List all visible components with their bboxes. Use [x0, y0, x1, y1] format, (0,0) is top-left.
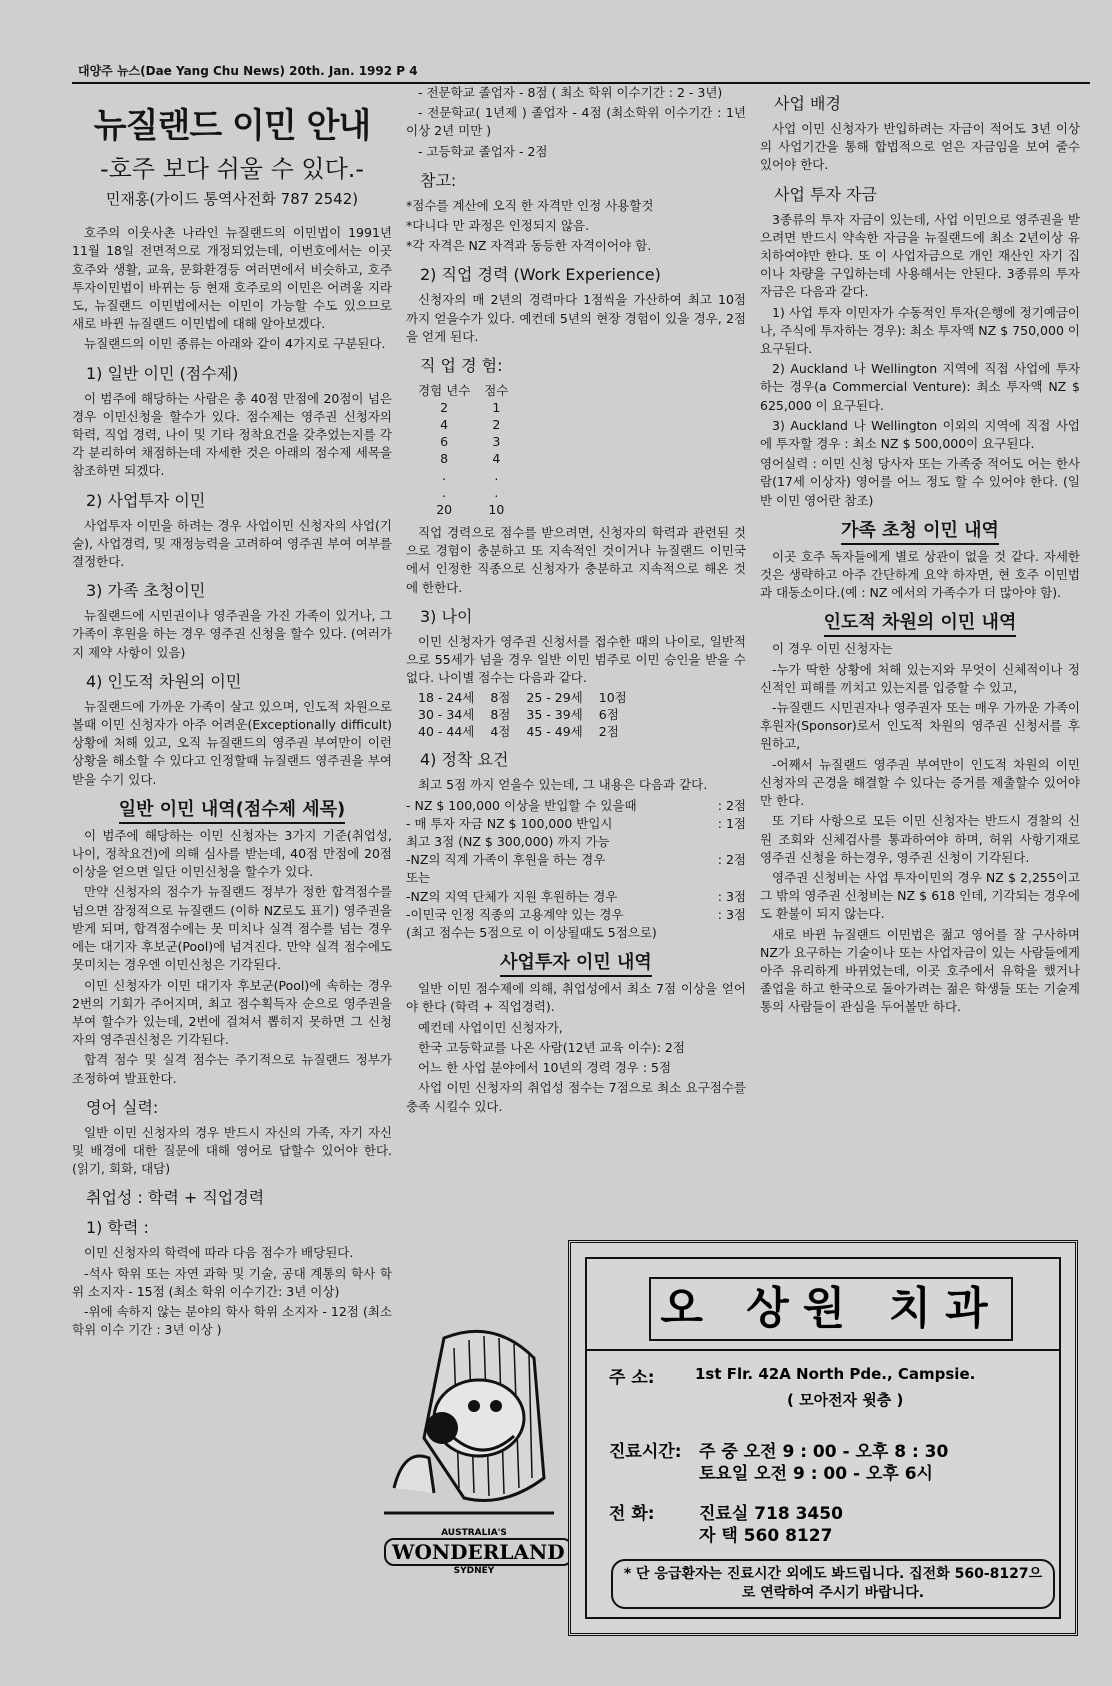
item-points: : 2점: [717, 797, 746, 813]
phone-clinic: 진료실 718 3450: [699, 1504, 843, 1524]
hours-saturday: 토요일 오전 9 : 00 - 오후 6시: [699, 1464, 933, 1484]
table-cell: 6: [440, 434, 449, 450]
table-cell: 40 - 44세: [418, 724, 475, 740]
wonderland-logo: [384, 1528, 564, 1576]
paragraph: 최고 5점 까지 얻을수 있는데, 그 내용은 다음과 같다.: [418, 777, 708, 793]
paragraph: 새로 바뀐 뉴질랜드 이민법은 젊고 영어를 잘 구사하며 NZ가 요구하는 기술이나 또는 사업자금이 있는 사람들에게 아주 유리하게 바뀌었는데, 이곳 호주에서 유학을 했거나 졸업을 하고 한국으로 돌아가려는 젊은 학생들 또는 기술계통의 사람들이 관심을 두어볼만 하다.: [760, 926, 1080, 1015]
paragraph: 만약 신청자의 점수가 뉴질랜드 정부가 정한 합격점수를 넘으면 잠정적으로 뉴질랜드 (이하 NZ로도 표기) 영주권을 받게 되며, 합격점수에는 못 미치나 실격 점수를 넘는 경우에는 대기자 후보군(Pool)에 넘겨진다. 만약 실격 점수에도 못미치는 경우엔 이민신청은 기각된다.: [72, 884, 392, 973]
table-cell: 6점: [598, 707, 619, 723]
paragraph: 뉴질랜드에 시민권이나 영주권을 가진 가족이 있거나, 그 가족이 후원을 하는 경우 영주권 신청을 할수 있다. (여러가지 제약 사항이 있음): [72, 608, 392, 660]
table-cell: 3: [492, 434, 501, 450]
advert-divider: [587, 1349, 1059, 1351]
table-cell: 10점: [598, 690, 627, 706]
table-row: [418, 706, 643, 723]
age-points-table: [418, 689, 643, 740]
list-item: -석사 학위 또는 자연 과학 및 기술, 공대 계통의 학사 학위 소지자 - 15점 (최소 학위 이수기간: 3년 이상): [72, 1265, 392, 1299]
paragraph: 일반 이민 신청자의 경우 반드시 자신의 가족, 자기 자신 및 배경에 대한 질문에 대해 영어로 답할수 있어야 한다. (읽기, 회화, 대담): [72, 1124, 392, 1177]
column-2: [406, 84, 746, 1118]
table-cell: 8: [440, 451, 449, 467]
table-row: [418, 416, 522, 433]
work-experience-table: [418, 382, 522, 518]
address-note: ( 모아전자 윗층 ): [787, 1391, 904, 1409]
item-label: 최고 3점 (NZ $ 300,000) 까지 가능: [406, 834, 610, 850]
table-row: [418, 501, 522, 518]
paragraph: 예컨데 사업이민 신청자가,: [418, 1019, 563, 1035]
table-row: [418, 433, 522, 450]
item-label: - 매 투자 자금 NZ $ 100,000 반입시: [406, 815, 613, 831]
table-row: [418, 484, 522, 501]
item-points: : 1점: [717, 815, 746, 831]
paragraph: 사업 이민 신청자의 취업성 점수는 7점으로 최소 요구점수를 충족 시킬수 있다.: [406, 1080, 746, 1114]
address-label: 주 소:: [609, 1368, 655, 1388]
article-byline: 민재홍(가이드 통역사전화 787 2542): [105, 190, 359, 208]
column-3: [760, 84, 1080, 1019]
table-cell: 8점: [490, 707, 511, 723]
section-heading: 3) 가족 초청이민: [86, 581, 206, 601]
list-item: - 고등학교 졸업자 - 2점: [418, 143, 548, 159]
article-subtitle: -호주 보다 쉬울 수 있다.-: [99, 155, 365, 183]
list-item: [406, 833, 746, 851]
list-item: 1) 사업 투자 이민자가 수동적인 투자(은행에 정기예금이나, 주식에 투자하는 경우): 최소 투자액 NZ $ 750,000 이 요구된다.: [760, 304, 1080, 357]
bold-heading: [72, 799, 392, 821]
paragraph: (최고 점수는 5점으로 이 이상될때도 5점으로): [406, 925, 657, 941]
section-heading: 3) 나이: [420, 606, 473, 626]
bold-heading: [406, 952, 746, 974]
section-heading: 취업성 : 학력 + 직업경력: [86, 1188, 265, 1208]
bold-heading-text: 가족 초청 이민 내역: [841, 520, 999, 545]
intro-paragraph: 뉴질랜드의 이민 종류는 아래와 같이 4가지로 구분된다.: [84, 336, 386, 352]
table-cell: 2: [440, 400, 449, 416]
advert-frame: [585, 1257, 1061, 1619]
mascot-illustration: [384, 1318, 565, 1576]
article-title: 뉴질랜드 이민 안내: [93, 106, 371, 146]
section-heading: 4) 정착 요건: [420, 750, 509, 770]
phone-label: 전 화:: [609, 1504, 655, 1524]
section-heading: 사업 배경: [774, 94, 841, 113]
bold-heading: [760, 612, 1080, 634]
paragraph: 이 범주에 해당하는 사람은 총 40점 만점에 20점이 넘은 경우 이민신청을 할수가 있다. 점수제는 영주권 신청자의 학력, 직업 경력, 나이 및 기타 정착요건을 갖추었는지를 각각 분리하여 채점하는데 자세한 것은 아래의 점수제 세목을 참조하면 되겠다.: [72, 390, 392, 479]
list-item: -뉴질랜드 시민권자나 영주권자 또는 매우 가까운 가족이 후원자(Sponsor)로서 인도적 차원의 영주권 신청서를 후원하고,: [760, 700, 1080, 752]
table-cell: .: [494, 485, 499, 501]
paragraph: 3종류의 투자 자금이 있는데, 사업 이민으로 영주권을 받으려면 반드시 약속한 자금을 뉴질랜드에 최소 2년이상 유치하여야만 한다. 또 이 사업자금으로 개인 재산인 자기 집이나 차량을 구입하는데 사용해서는 안된다. 3종류의 투자 자금은 다음과 같다.: [760, 211, 1080, 300]
list-item: [406, 815, 746, 833]
table-cell: .: [442, 485, 447, 501]
paragraph: 일반 이민 점수제에 의해, 취업성에서 최소 7점 이상을 얻어야 한다 (학력 + 직업경력).: [406, 981, 746, 1015]
section-heading: 2) 직업 경력 (Work Experience): [420, 265, 661, 285]
paragraph: 신청자의 매 2년의 경력마다 1점씩을 가산하여 최고 10점 까지 얻을수가 있다. 예컨데 5년의 현장 경험이 있을 경우, 2점을 얻게 된다.: [406, 292, 746, 344]
running-head: 대양주 뉴스(Dae Yang Chu News) 20th. Jan. 1992 P 4: [78, 64, 418, 78]
paragraph: 이민 신청자가 영주권 신청서를 접수한 때의 나이로, 일반적으로 55세가 넘을 경우 일반 이민 범주로 이민 승인을 받을 수 없다. 나이별 점수는 다음과 같다.: [406, 633, 746, 686]
table-cell: 10: [488, 502, 505, 518]
paragraph: 사업 이민 신청자가 반입하려는 자금이 적어도 3년 이상의 사업기간을 통해 합법적으로 얻은 자금임을 보여 줄수 있어야 한다.: [760, 121, 1080, 173]
paragraph: 영주권 신청비는 사업 투자이민의 경우 NZ $ 2,255이고 그 밖의 영주권 신청비는 NZ $ 618 인데, 기각되는 경우에도 환불이 되지 않는다.: [760, 869, 1080, 922]
hours-weekday: 주 중 오전 9 : 00 - 오후 8 : 30: [699, 1442, 949, 1462]
table-cell: 1: [492, 400, 501, 416]
list-item: 3) Auckland 나 Wellington 이외의 지역에 직접 사업에 투자할 경우 : 최소 NZ $ 500,000이 요구된다.: [760, 417, 1080, 452]
list-item: 한국 고등학교를 나온 사람(12년 교육 이수): 2점: [418, 1039, 685, 1055]
section-heading: 사업 투자 자금: [774, 184, 877, 204]
table-row: [418, 450, 522, 467]
table-row: [418, 399, 522, 416]
table-header: 경험 년수: [418, 383, 471, 399]
table-header: 점수: [484, 383, 509, 399]
bold-heading-text: 일반 이민 내역(점수제 세목): [119, 799, 346, 824]
list-item: [406, 797, 746, 815]
list-item: 2) Auckland 나 Wellington 지역에 직접 사업에 투자하는 경우(a Commercial Venture): 최소 투자액 NZ $ 625,000 이 요구된다.: [760, 361, 1080, 413]
section-heading: 1) 학력 :: [86, 1218, 149, 1238]
logo-wordmark: WONDERLAND: [384, 1538, 573, 1566]
list-item: [406, 888, 746, 906]
bold-heading-text: 사업투자 이민 내역: [500, 952, 652, 977]
item-points: : 3점: [717, 888, 746, 904]
address-value: 1st Flr. 42A North Pde., Campsie.: [695, 1365, 976, 1383]
paragraph: 뉴질랜드에 가까운 가족이 살고 있으며, 인도적 차원으로 볼때 이민 신청자가 아주 어려운(Exceptionally difficult)상황에 처해 있고, 오직 뉴질랜드의 영주권 부여만이 이런 상황을 해소할 수 있다고 인정할때 뉴질랜드 영주권을 부여 받을 수기 있다.: [72, 698, 392, 787]
table-cell: 45 - 49세: [526, 724, 583, 740]
paragraph: 또 기타 사항으로 모든 이민 신청자는 반드시 경찰의 신원 조회와 신체검사를 통과하여야 하며, 허위 사항기재로 영주권 신청을 하는경우, 영주권 신청이 기각된다.: [760, 813, 1080, 865]
table-cell: 4점: [490, 724, 511, 740]
note-item: *각 자격은 NZ 자격과 동등한 자격이어야 함.: [406, 238, 652, 254]
paragraph: 사업투자 이민을 하려는 경우 사업이민 신청자의 사업(기술), 사업경력, 및 재정능력을 고려하여 영주권 부여 여부를 결정한다.: [72, 517, 392, 570]
item-points: : 2점: [717, 852, 746, 868]
table-cell: .: [442, 468, 447, 484]
section-heading: 영어 실력:: [86, 1097, 159, 1117]
table-cell: 30 - 34세: [418, 707, 475, 723]
list-item: - 전문학교 졸업자 - 8점 ( 최소 학위 이수기간 : 2 - 3년): [418, 85, 723, 100]
section-heading: 직 업 경 험:: [420, 356, 503, 376]
hours-label: 진료시간:: [609, 1442, 682, 1462]
paragraph: 이 경우 이민 신청자는: [772, 641, 893, 657]
list-item: - 전문학교( 1년제 ) 졸업자 - 4점 (최소학위 이수기간 : 1년 이상 2년 미만 ): [406, 105, 746, 139]
note-item: *점수를 계산에 오직 한 자격만 인정 사용할것: [406, 197, 654, 213]
table-cell: 20: [436, 502, 453, 518]
intro-paragraph: 호주의 이웃사촌 나라인 뉴질랜드의 이민법이 1991년 11월 18일 전면적으로 개정되었는데, 이번호에서는 이곳 호주와 생활, 교육, 문화환경등 여러면에서 비슷하고, 호주 투자이민법이 바뀌는 등 현재 호주로의 이민은 어려울 지라도, 뉴질랜드 이민법에서는 이민이 가능할 수도 있으므로 새로 바뀐 뉴질랜드 이민법에 대해 알아보겠다.: [72, 225, 392, 332]
item-label: -NZ의 직계 가족이 후원을 하는 경우: [406, 852, 606, 868]
paragraph: 이 범주에 해당하는 이민 신청자는 3가지 기준(취업성, 나이, 정착요건)에 의해 심사를 받는데, 40점 만점에 20점 이상을 얻으면 일단 이민신청을 할수가 있다.: [72, 827, 392, 880]
table-cell: 8점: [490, 690, 511, 706]
paragraph: 이민 신청자의 학력에 따라 다음 점수가 배당된다.: [84, 1245, 354, 1261]
section-heading: 2) 사업투자 이민: [86, 490, 206, 510]
emergency-note: * 단 응급환자는 진료시간 외에도 봐드립니다. 집전화 560-8127으로 연락하여 주시기 바랍니다.: [611, 1559, 1055, 1609]
table-row: [418, 689, 643, 706]
bold-heading-text: 인도적 차원의 이민 내역: [824, 612, 1017, 637]
note-item: *다니다 만 과정은 인정되지 않음.: [406, 218, 590, 234]
section-heading: 참고:: [420, 170, 457, 190]
table-cell: 18 - 24세: [418, 690, 475, 706]
logo-line: AUSTRALIA'S: [441, 1528, 507, 1538]
clinic-name: 오 상원 치과: [649, 1277, 1013, 1341]
list-item: -위에 속하지 않는 분야의 학사 학위 소지자 - 12점 (최소 학위 이수 기간 : 3년 이상 ): [72, 1303, 392, 1338]
paragraph: 이곳 호주 독자들에게 별로 상관이 없을 것 같다. 자세한 것은 생략하고 아주 간단하게 요약 하자면, 현 호주 이민법과 대동소이다.(예 : NZ 에서의 가족수가 더 많아야 함).: [760, 548, 1080, 601]
phone-home: 자 택 560 8127: [699, 1526, 833, 1546]
item-label: -이민국 인정 직종의 고용계약 있는 경우: [406, 906, 624, 922]
table-row: [418, 723, 643, 740]
list-item: -누가 딱한 상황에 처해 있는지와 무엇이 신체적이나 정신적인 피해를 끼치고 있는지를 입증할 수 있고,: [760, 661, 1080, 695]
list-item: [406, 906, 746, 924]
table-cell: 2점: [598, 724, 619, 740]
list-item: 어느 한 사업 분야에서 10년의 경력 경우 : 5점: [418, 1060, 672, 1076]
paragraph: 합격 점수 및 실격 점수는 주기적으로 뉴질랜드 정부가 조정하여 발표한다.: [72, 1052, 392, 1086]
bold-heading: [760, 520, 1080, 542]
table-cell: .: [494, 468, 499, 484]
table-cell: 25 - 29세: [526, 690, 583, 706]
dental-clinic-advert: [568, 1240, 1078, 1636]
item-label: 또는: [406, 870, 431, 886]
table-cell: 4: [492, 451, 501, 467]
section-heading: 4) 인도적 차원의 이민: [86, 671, 242, 691]
list-item: [406, 851, 746, 869]
list-item: -어째서 뉴질랜드 영주권 부여만이 인도적 차원의 이민 신청자의 곤경을 해결할 수 있다는 증거를 제출할수 있어야 만 한다.: [760, 756, 1080, 809]
table-cell: 2: [492, 417, 501, 433]
cartoon-bear-icon: [384, 1318, 564, 1518]
section-heading: 1) 일반 이민 (점수제): [86, 363, 239, 383]
table-row: [418, 467, 522, 484]
item-label: -NZ의 지역 단체가 지원 후원하는 경우: [406, 888, 618, 904]
logo-line: SYDNEY: [453, 1566, 495, 1576]
item-label: - NZ $ 100,000 이상을 반입할 수 있을때: [406, 797, 637, 813]
table-cell: 4: [440, 417, 449, 433]
table-cell: 35 - 39세: [526, 707, 583, 723]
item-points: : 3점: [717, 906, 746, 922]
list-item: [406, 869, 746, 887]
paragraph: 이민 신청자가 이민 대기자 후보군(Pool)에 속하는 경우 2번의 기회가 주어지며, 최고 점수획득자 순으로 영주권을 부여 할수가 있는데, 2번에 걸쳐서 뽑히지 못하면 그 신청자의 영주권신청은 기각된다.: [72, 977, 392, 1048]
column-1: [72, 100, 392, 1341]
paragraph: 영어실력 : 이민 신청 당사자 또는 가족중 적어도 어는 한사람(17세 이상자) 영어를 어느 정도 할 수 있어야 한다. (일반 이민 영어란 참조): [760, 456, 1080, 508]
paragraph: 직업 경력으로 점수를 받으려면, 신청자의 학력과 관련된 것으로 경험이 충분하고 또 지속적인 것이거나 뉴질랜드 이민국에서 인정한 직종으로 신청자가 충분하고 지속적으로 해온 것에 한한다.: [406, 525, 746, 595]
